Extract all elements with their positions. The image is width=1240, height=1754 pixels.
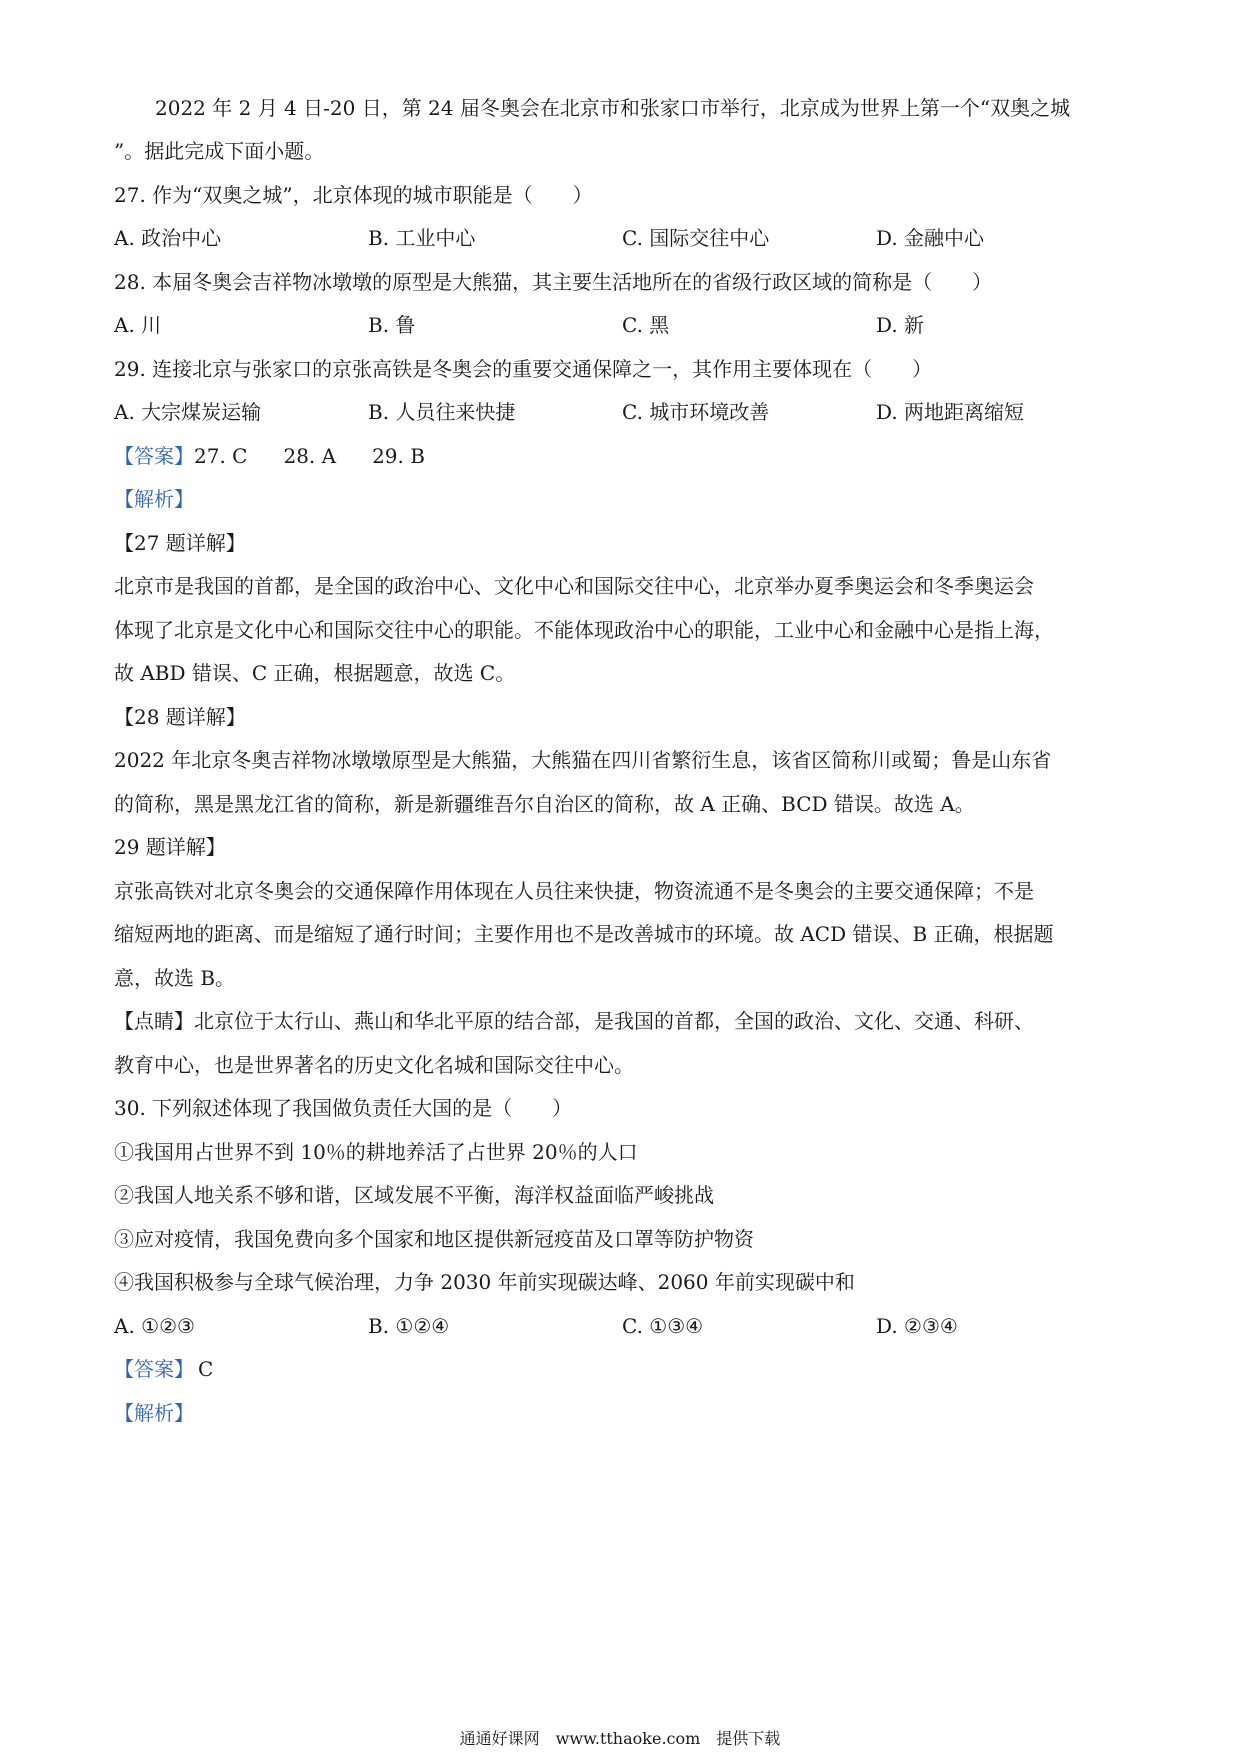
page-footer: 通通好课网 www.tthaoke.com 提供下载 <box>459 1729 781 1748</box>
detail29-title: 29 题详解】 <box>114 835 226 859</box>
q29-stem: 29. 连接北京与张家口的京张高铁是冬奥会的重要交通保障之一，其作用主要体现在（ ） <box>114 357 933 381</box>
detail29-line-1: 京张高铁对北京冬奥会的交通保障作用体现在人员往来快捷，物资流通不是冬奥会的主要交通保障；不是 <box>114 879 1034 903</box>
answer-29: 29. B <box>372 444 425 468</box>
q29-option-b: B. 人员往来快捷 <box>368 400 516 424</box>
q30-statement-1: ①我国用占世界不到 10％的耕地养活了占世界 20％的人口 <box>114 1140 638 1164</box>
detail27-line-1: 北京市是我国的首都，是全国的政治中心、文化中心和国际交往中心，北京举办夏季奥运会和冬季奥运会 <box>114 574 1034 598</box>
q30-options <box>114 1312 1134 1340</box>
pointer-tag: 【点睛】 <box>114 1009 194 1033</box>
analysis-tag-1: 【解析】 <box>114 487 194 511</box>
detail27-line-3: 故 ABD 错误、C 正确，根据题意，故选 C。 <box>114 661 516 685</box>
q29-option-d: D. 两地距离缩短 <box>876 400 1025 424</box>
q30-statement-4: ④我国积极参与全球气候治理，力争 2030 年前实现碳达峰、2060 年前实现碳中和 <box>114 1270 855 1294</box>
q28-stem: 28. 本届冬奥会吉祥物冰墩墩的原型是大熊猫，其主要生活地所在的省级行政区域的简称是（ ） <box>114 270 993 294</box>
answer-30: C <box>198 1357 214 1381</box>
q30-option-b: B. ①②④ <box>368 1314 450 1338</box>
answer-tag-2: 【答案】 <box>114 1357 194 1381</box>
q27-option-a: A. 政治中心 <box>114 226 222 250</box>
answer-tag: 【答案】 <box>114 444 194 468</box>
detail28-line-2: 的简称，黑是黑龙江省的简称，新是新疆维吾尔自治区的简称，故 A 正确、BCD 错误。故选 A。 <box>114 792 975 816</box>
detail28-title: 【28 题详解】 <box>114 705 246 729</box>
q30-statement-3: ③应对疫情，我国免费向多个国家和地区提供新冠疫苗及口罩等防护物资 <box>114 1227 754 1251</box>
intro-line-2: ”。据此完成下面小题。 <box>114 139 325 163</box>
intro-line-1: 2022 年 2 月 4 日-20 日，第 24 届冬奥会在北京市和张家口市举行，北京成为世界上第一个“双奥之城 <box>155 96 1071 120</box>
q28-option-a: A. 川 <box>114 313 162 337</box>
detail29-line-3: 意，故选 B。 <box>114 966 236 990</box>
q27-stem: 27. 作为“双奥之城”，北京体现的城市职能是（ ） <box>114 183 593 207</box>
q28-option-d: D. 新 <box>876 313 925 337</box>
q30-stem: 30. 下列叙述体现了我国做负责任大国的是（ ） <box>114 1096 573 1120</box>
analysis-tag-2: 【解析】 <box>114 1401 194 1425</box>
q29-options <box>114 398 1134 426</box>
q27-option-d: D. 金融中心 <box>876 226 985 250</box>
pointer-text-1: 北京位于太行山、燕山和华北平原的结合部，是我国的首都，全国的政治、文化、交通、科研、 <box>194 1009 1034 1033</box>
q29-option-c: C. 城市环境改善 <box>622 400 770 424</box>
q29-option-a: A. 大宗煤炭运输 <box>114 400 262 424</box>
detail27-title: 【27 题详解】 <box>114 531 246 555</box>
q27-options <box>114 224 1134 252</box>
answer-27: 27. C <box>194 444 248 468</box>
q28-option-b: B. 鲁 <box>368 313 416 337</box>
q28-options <box>114 311 1134 339</box>
detail28-line-1: 2022 年北京冬奥吉祥物冰墩墩原型是大熊猫，大熊猫在四川省繁衍生息，该省区简称川或蜀；鲁是山东省 <box>114 748 1052 772</box>
q30-statement-2: ②我国人地关系不够和谐，区域发展不平衡，海洋权益面临严峻挑战 <box>114 1183 714 1207</box>
answer-28: 28. A <box>283 444 337 468</box>
q30-option-c: C. ①③④ <box>622 1314 704 1338</box>
q30-option-d: D. ②③④ <box>876 1314 958 1338</box>
q27-option-c: C. 国际交往中心 <box>622 226 770 250</box>
q30-option-a: A. ①②③ <box>114 1314 195 1338</box>
pointer-line-2: 教育中心，也是世界著名的历史文化名城和国际交往中心。 <box>114 1053 634 1077</box>
answer-line-1 <box>114 442 1134 470</box>
answer-line-2 <box>114 1355 1134 1383</box>
q27-option-b: B. 工业中心 <box>368 226 476 250</box>
detail27-line-2: 体现了北京是文化中心和国际交往中心的职能。不能体现政治中心的职能，工业中心和金融中心是指上海， <box>114 618 1054 642</box>
detail29-line-2: 缩短两地的距离、而是缩短了通行时间；主要作用也不是改善城市的环境。故 ACD 错误、B 正确，根据题 <box>114 922 1054 946</box>
q28-option-c: C. 黑 <box>622 313 670 337</box>
pointer-line-1 <box>114 1007 1134 1035</box>
